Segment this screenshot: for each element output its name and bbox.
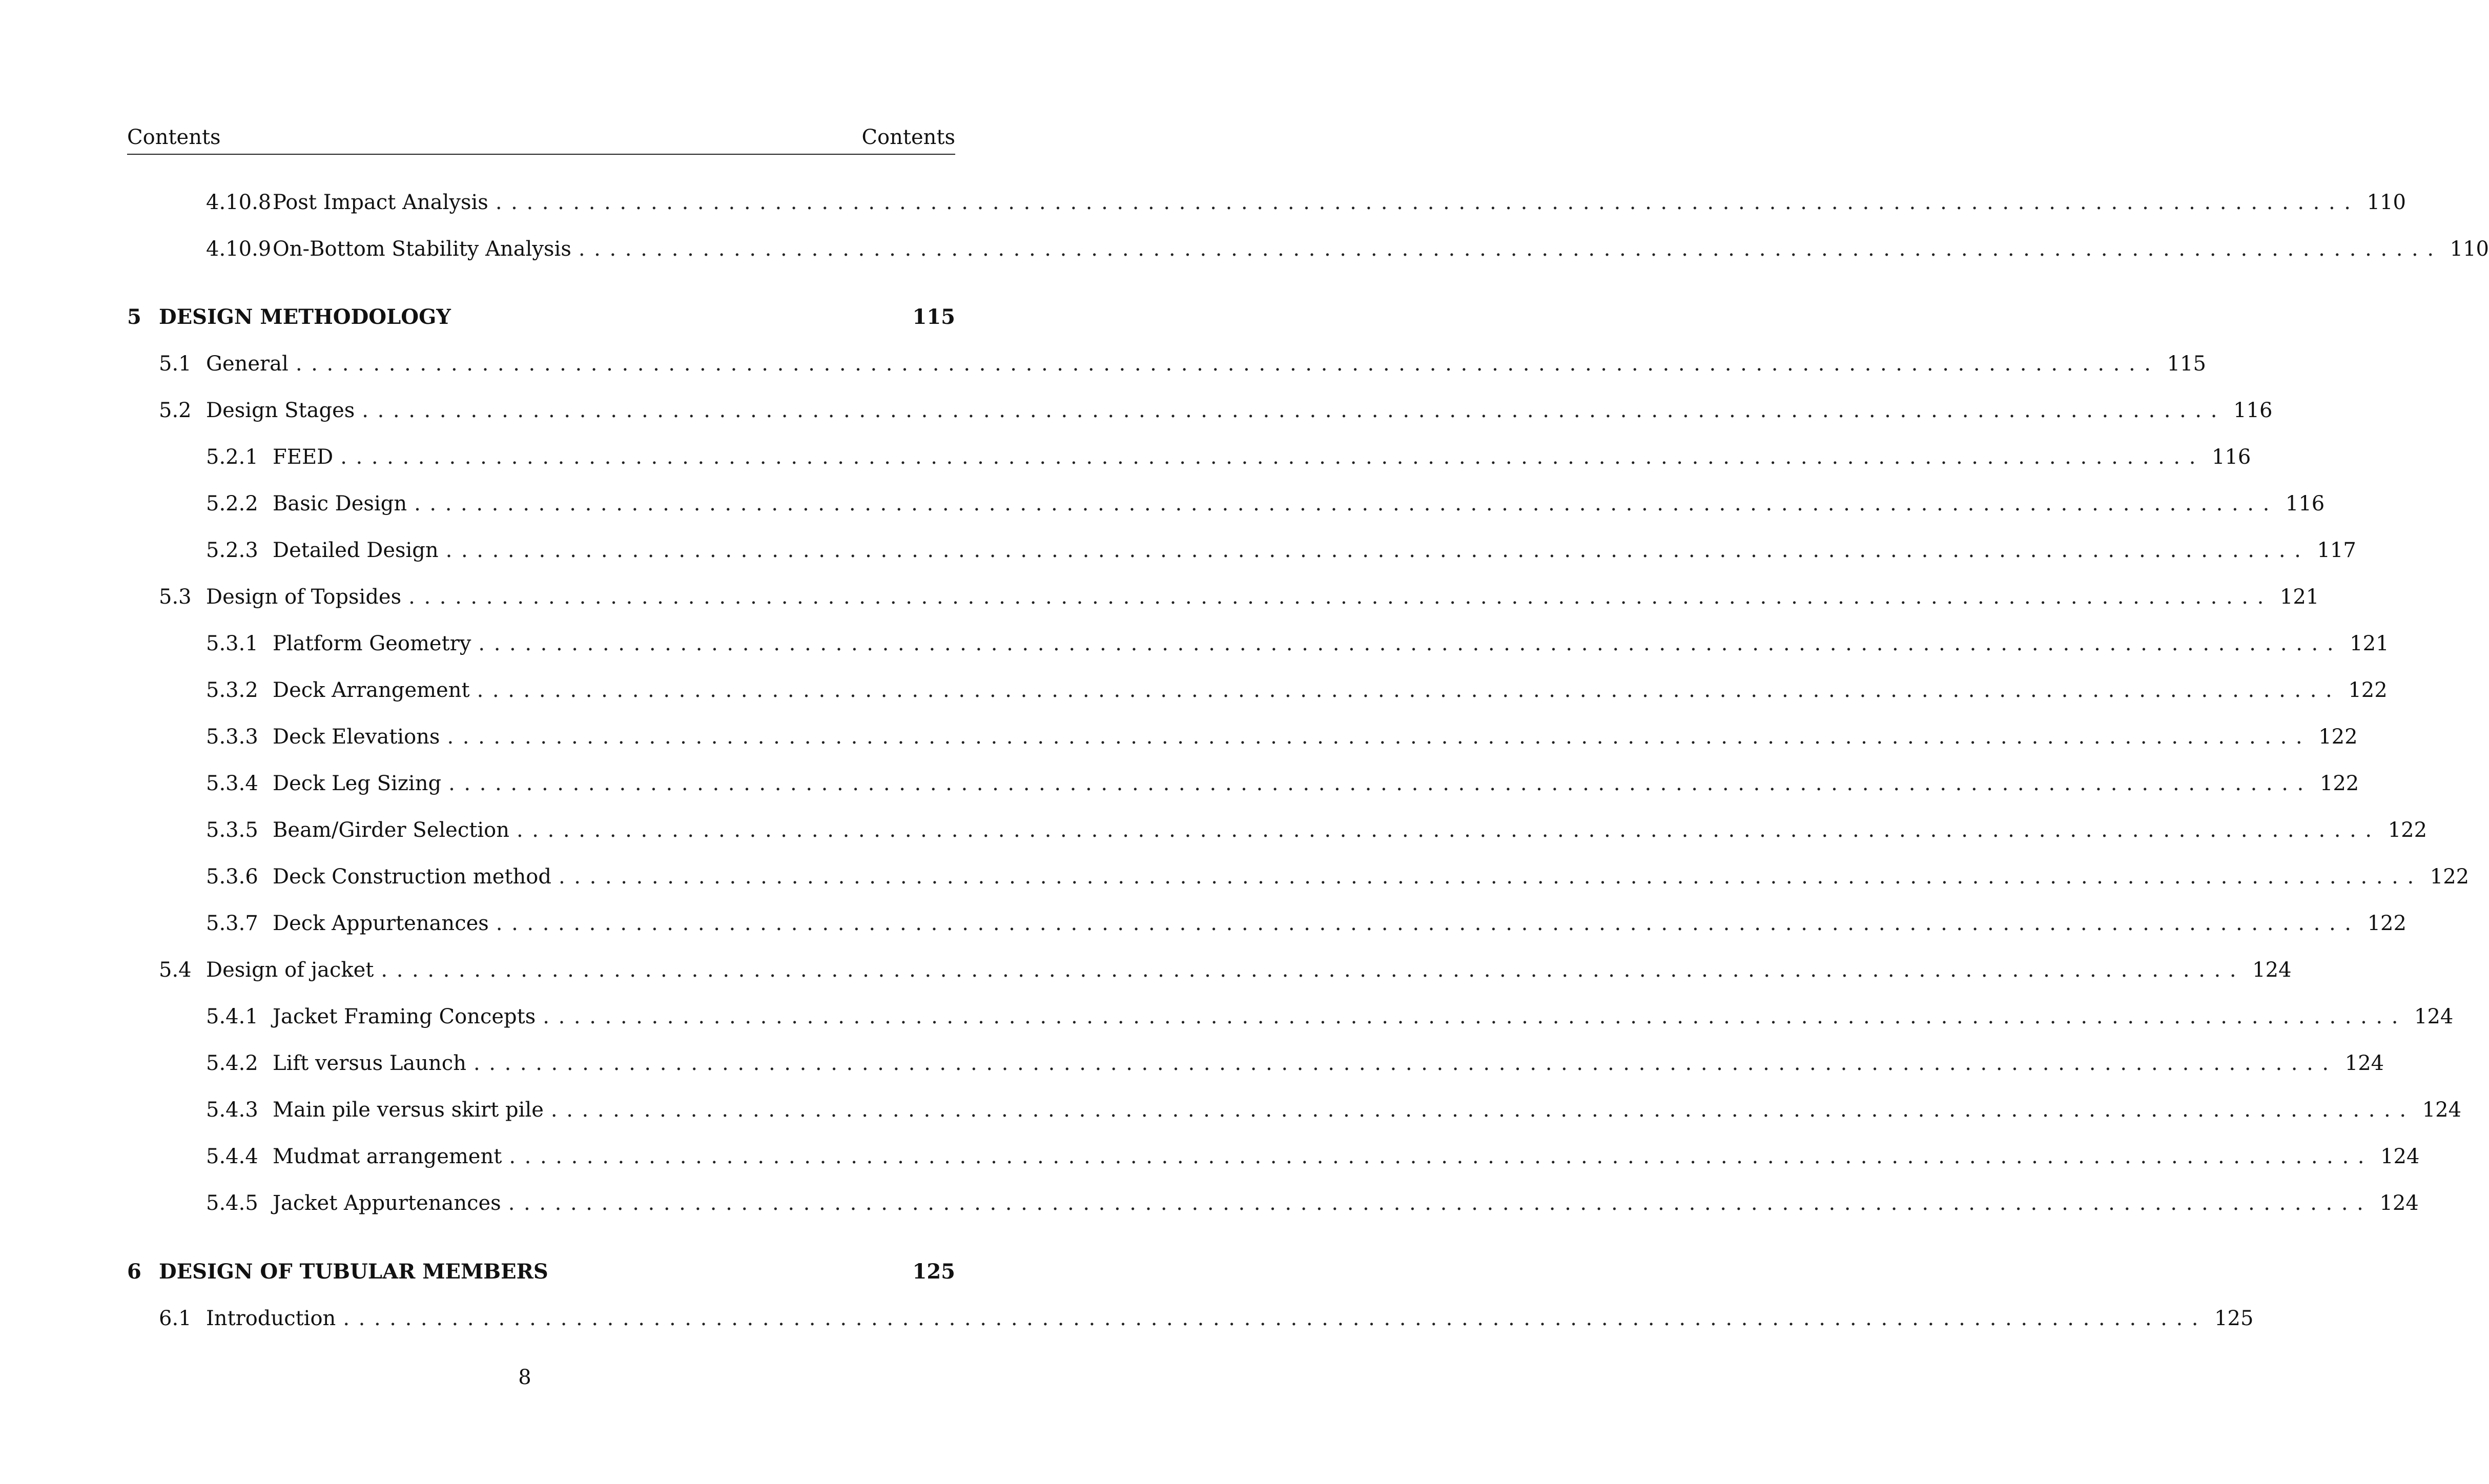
toc-entry-number: 4.10.8 [206,191,272,214]
toc-entry-page: 125 [2214,1307,2254,1330]
toc-entry-title: Basic Design [273,492,407,516]
toc-entry-page: 110 [2450,237,2489,261]
toc-entry[interactable] [127,396,2273,425]
toc-entry[interactable] [127,235,2489,263]
dot-leader: ........................................................................................................................ [477,678,2341,702]
toc-entry[interactable] [127,188,2406,217]
toc-entry[interactable] [127,489,2325,518]
toc-entry-title: FEED [273,445,334,469]
toc-entry[interactable] [127,1002,2454,1031]
toc-entry-title: Jacket Framing Concepts [273,1005,536,1028]
toc-entry-number: 5.3.1 [206,632,258,655]
toc-entry[interactable] [127,629,2389,658]
toc-entry-number: 5.3.4 [206,772,258,795]
page-number: 8 [518,1366,531,1389]
dot-leader: ........................................................................................................................ [550,1098,2415,1122]
toc-entry-number: 5.3.7 [206,912,258,935]
toc-entry-page: 116 [2212,445,2251,469]
toc-entry-page: 121 [2350,632,2389,655]
toc-chapter-page: 115 [912,305,955,329]
toc-entry[interactable] [127,956,2292,984]
toc-entry[interactable] [127,862,2470,891]
dot-leader: ........................................................................................................................ [381,958,2246,982]
toc-entry-number: 5.2.1 [206,445,258,469]
toc-chapter-title: DESIGN OF TUBULAR MEMBERS [159,1260,548,1284]
toc-entry-page: 124 [2422,1098,2462,1122]
toc-entry-title: Design of Topsides [206,585,402,609]
dot-leader: ........................................................................................................................ [558,865,2423,889]
toc-entry-page: 124 [2379,1191,2419,1215]
dot-leader: ........................................................................................................................ [509,1145,2374,1168]
toc-entry-title: Deck Leg Sizing [273,772,442,795]
dot-leader: ........................................................................................................................ [448,772,2313,795]
toc-chapter-number: 5 [127,305,141,329]
toc-entry[interactable] [127,1304,2254,1333]
toc-entry[interactable] [127,1096,2462,1124]
toc-entry-title: Platform Geometry [273,632,471,655]
toc-entry-page: 116 [2233,399,2273,422]
dot-leader: ........................................................................................................................ [295,352,2160,376]
dot-leader: ........................................................................................................................ [508,1191,2373,1215]
toc-entry-number: 5.4.4 [206,1145,258,1168]
toc-entry-number: 5.3.2 [206,678,258,702]
toc-entry[interactable] [127,349,2206,378]
toc-entry-title: Lift versus Launch [273,1052,466,1075]
toc-entry-number: 5.3.6 [206,865,258,889]
toc-entry-number: 5.2 [159,399,192,422]
toc-chapter-entry[interactable] [127,1258,955,1286]
toc-chapter-title: DESIGN METHODOLOGY [159,305,451,329]
toc-entry-title: General [206,352,289,376]
toc-entry-number: 5.4 [159,958,192,982]
toc-entry[interactable] [127,723,2358,751]
toc-entry-title: Design of jacket [206,958,374,982]
toc-entry-number: 5.4.5 [206,1191,258,1215]
toc-entry-title: Post Impact Analysis [273,191,488,214]
toc-entry-page: 115 [2167,352,2206,376]
dot-leader: ........................................................................................................................ [447,725,2312,749]
toc-entry-number: 5.1 [159,352,192,376]
toc-entry-title: Deck Appurtenances [273,912,489,935]
toc-chapter-number: 6 [127,1260,141,1284]
toc-entry-number: 5.2.2 [206,492,258,516]
toc-entry[interactable] [127,769,2359,798]
toc-entry[interactable] [127,676,2388,705]
toc-entry-number: 6.1 [159,1307,192,1330]
toc-chapter-entry[interactable] [127,303,955,332]
toc-entry-title: Jacket Appurtenances [273,1191,501,1215]
dot-leader: ........................................................................................................................ [543,1005,2408,1028]
toc-entry-title: Detailed Design [273,539,439,562]
toc-entry-title: Design Stages [206,399,355,422]
toc-entry[interactable] [127,1189,2419,1218]
dot-leader: ........................................................................................................................ [516,818,2381,842]
toc-entry-page: 124 [2344,1052,2384,1075]
toc-entry-page: 124 [2414,1005,2454,1028]
toc-entry-number: 5.3.3 [206,725,258,749]
dot-leader: ........................................................................................................................ [340,445,2205,469]
toc-entry[interactable] [127,443,2251,471]
toc-entry-title: Mudmat arrangement [273,1145,502,1168]
toc-entry-title: On-Bottom Stability Analysis [273,237,571,261]
toc-entry[interactable] [127,1142,2420,1171]
toc-entry-page: 124 [2252,958,2292,982]
toc-entry-number: 4.10.9 [206,237,272,261]
toc-entry-title: Deck Construction method [273,865,551,889]
toc-entry[interactable] [127,536,2356,565]
toc-entry-number: 5.4.3 [206,1098,258,1122]
dot-leader: ........................................................................................................................ [362,399,2227,422]
toc-entry-page: 122 [2348,678,2388,702]
toc-entry-title: Beam/Girder Selection [273,818,509,842]
toc-entry-title: Deck Elevations [273,725,440,749]
toc-entry-number: 5.2.3 [206,539,258,562]
dot-leader: ........................................................................................................................ [445,539,2310,562]
toc-entry[interactable] [127,909,2406,938]
toc-entry-page: 122 [2367,912,2406,935]
toc-entry-title: Main pile versus skirt pile [273,1098,544,1122]
toc-entry-page: 122 [2319,772,2359,795]
dot-leader: ........................................................................................................................ [473,1052,2338,1075]
toc-entry-page: 121 [2279,585,2319,609]
dot-leader: ........................................................................................................................ [578,237,2443,261]
toc-entry-page: 116 [2285,492,2325,516]
toc-entry[interactable] [127,816,2428,844]
toc-entry-page: 122 [2430,865,2470,889]
toc-chapter-page: 125 [912,1260,955,1284]
toc-entry-title: Introduction [206,1307,336,1330]
dot-leader: ........................................................................................................................ [496,912,2360,935]
toc-entry-number: 5.4.2 [206,1052,258,1075]
toc-entry-number: 5.3.5 [206,818,258,842]
toc-entry-page: 117 [2317,539,2356,562]
header-right-title: Contents [861,126,955,149]
toc-entry[interactable] [127,1049,2384,1078]
toc-entry-page: 110 [2367,191,2406,214]
toc-entry[interactable] [127,583,2319,611]
toc-entry-page: 124 [2380,1145,2420,1168]
dot-leader: ........................................................................................................................ [478,632,2343,655]
toc-entry-number: 5.4.1 [206,1005,258,1028]
header-left-title: Contents [127,126,221,149]
toc-entry-page: 122 [2388,818,2428,842]
dot-leader: ........................................................................................................................ [414,492,2278,516]
dot-leader: ........................................................................................................................ [343,1307,2208,1330]
running-header [127,123,955,155]
toc-entry-page: 122 [2318,725,2358,749]
dot-leader: ........................................................................................................................ [408,585,2273,609]
toc-entry-title: Deck Arrangement [273,678,470,702]
dot-leader: ........................................................................................................................ [495,191,2360,214]
toc-entry-number: 5.3 [159,585,192,609]
